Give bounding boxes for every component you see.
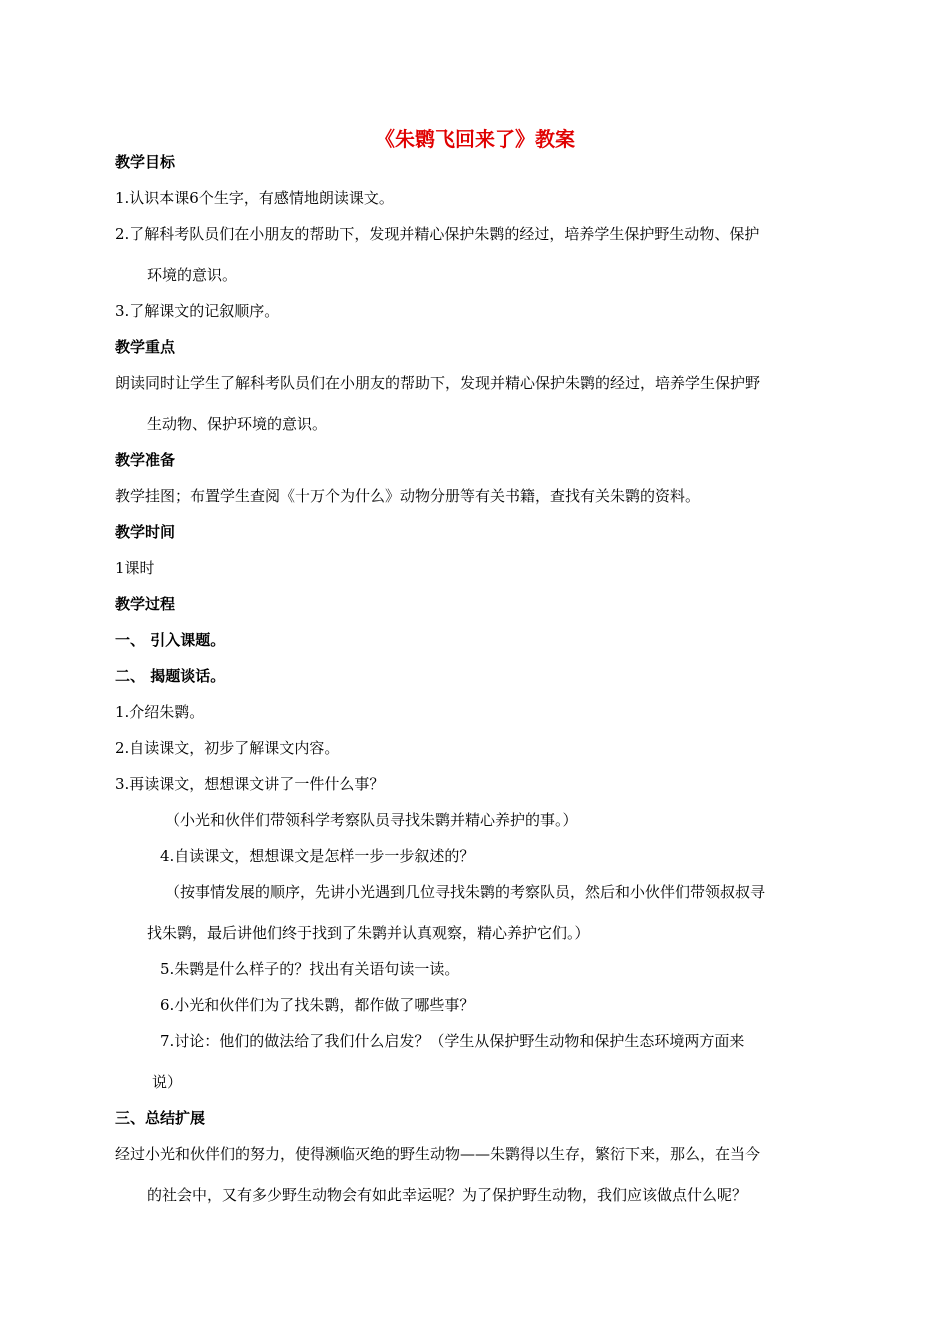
step-2-item-2: 2.自读课文，初步了解课文内容。: [115, 739, 340, 757]
goal-line-2: 2.了解科考队员们在小朋友的帮助下，发现并精心保护朱鹮的经过，培养学生保护野生动物、保护: [115, 225, 760, 243]
heading-goals: 教学目标: [115, 153, 176, 171]
step-2-item-7: 7.讨论：他们的做法给了我们什么启发？（学生从保护野生动物和保护生态环境两方面来: [160, 1032, 745, 1050]
document-title: 《朱鹮飞回来了》教案: [375, 127, 575, 151]
goal-line-1: 1.认识本课6个生字，有感情地朗读课文。: [115, 189, 394, 207]
goal-line-2-cont: 环境的意识。: [147, 266, 238, 284]
step-2-item-4: 4.自读课文，想想课文是怎样一步一步叙述的？: [160, 847, 475, 865]
step-2-item-7-cont: 说）: [152, 1073, 183, 1091]
time-line: 1课时: [115, 559, 155, 577]
step-3-heading: 三、总结扩展: [115, 1109, 206, 1127]
step-2-heading: 二、 揭题谈话。: [115, 667, 226, 685]
step-3-line-2: 的社会中，又有多少野生动物会有如此幸运呢？为了保护野生动物，我们应该做点什么呢？: [147, 1186, 748, 1204]
step-2-item-4-answer-cont: 找朱鹮，最后讲他们终于找到了朱鹮并认真观察，精心养护它们。）: [147, 924, 590, 942]
step-2-item-3-answer: （小光和伙伴们带领科学考察队员寻找朱鹮并精心养护的事。）: [165, 811, 578, 829]
heading-focus: 教学重点: [115, 338, 176, 356]
prep-line: 教学挂图；布置学生查阅《十万个为什么》动物分册等有关书籍，查找有关朱鹮的资料。: [115, 487, 701, 505]
goal-line-3: 3.了解课文的记叙顺序。: [115, 302, 280, 320]
heading-prep: 教学准备: [115, 451, 176, 469]
step-2-item-6: 6.小光和伙伴们为了找朱鹮，都作做了哪些事？: [160, 996, 475, 1014]
heading-process: 教学过程: [115, 595, 176, 613]
focus-line-2: 生动物、保护环境的意识。: [147, 415, 328, 433]
step-1-heading: 一、 引入课题。: [115, 631, 226, 649]
step-3-line-1: 经过小光和伙伴们的努力，使得濒临灭绝的野生动物——朱鹮得以生存，繁衍下来，那么，在当今: [115, 1145, 761, 1163]
step-2-item-1: 1.介绍朱鹮。: [115, 703, 205, 721]
step-2-item-3: 3.再读课文，想想课文讲了一件什么事？: [115, 775, 385, 793]
step-2-item-4-answer: （按事情发展的顺序，先讲小光遇到几位寻找朱鹮的考察队员，然后和小伙伴们带领叔叔寻: [165, 883, 766, 901]
heading-time: 教学时间: [115, 523, 176, 541]
step-2-item-5: 5.朱鹮是什么样子的？找出有关语句读一读。: [160, 960, 460, 978]
focus-line-1: 朗读同时让学生了解科考队员们在小朋友的帮助下，发现并精心保护朱鹮的经过，培养学生保护野: [115, 374, 761, 392]
